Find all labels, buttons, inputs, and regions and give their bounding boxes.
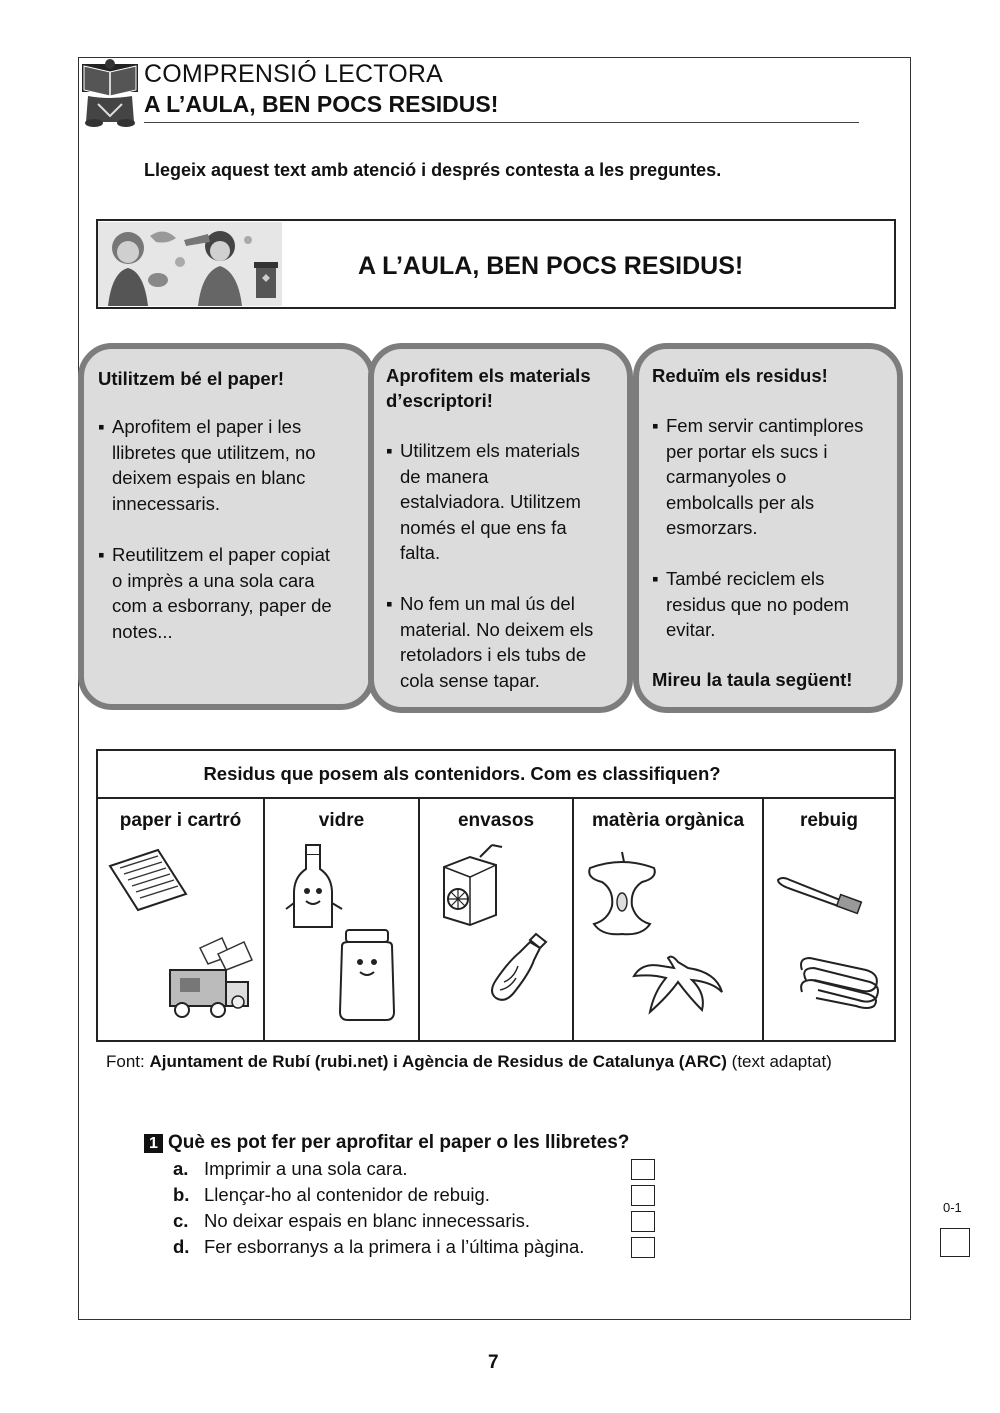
bullet-line: No fem un mal ús del xyxy=(400,593,575,614)
page-number: 7 xyxy=(488,1352,499,1373)
option-text: No deixar espais en blanc innecessaris. xyxy=(204,1210,530,1231)
source-credit xyxy=(106,1052,832,1072)
bullet-line: carmanyoles o xyxy=(666,466,787,487)
banana-peel-icon xyxy=(632,952,724,1020)
bullet-line: Fem servir cantimplores xyxy=(666,415,864,436)
bullet-line: de manera xyxy=(400,465,489,487)
header-divider xyxy=(144,122,859,123)
option-letter: c. xyxy=(173,1210,189,1231)
bullet-line: evitar. xyxy=(666,619,716,640)
column-header-packaging: envasos xyxy=(457,810,535,831)
toothbrush-icon xyxy=(776,874,864,914)
card-2-bullet-2 xyxy=(386,591,626,693)
card-3-closing: Mireu la taula següent! xyxy=(652,669,853,690)
bullet-line: falta. xyxy=(400,542,441,563)
paper-sheet-icon xyxy=(106,848,190,912)
option-b-checkbox[interactable] xyxy=(631,1185,655,1206)
bullet-marker: ▪ xyxy=(386,593,393,614)
bullet-line: deixem espais en blanc xyxy=(112,467,306,488)
source-suffix: (text adaptat) xyxy=(731,1052,832,1071)
option-d-checkbox[interactable] xyxy=(631,1237,655,1258)
plastic-bottle-icon xyxy=(486,930,552,1006)
source-bold: Ajuntament de Rubí (rubi.net) i Agència de Residus de Catalunya (ARC) xyxy=(149,1052,727,1071)
bullet-marker: ▪ xyxy=(652,415,659,436)
column-divider xyxy=(762,797,764,1042)
source-prefix: Font: xyxy=(106,1052,145,1071)
apple-core-icon xyxy=(580,850,664,938)
question-number-badge: 1 xyxy=(144,1134,163,1153)
juice-carton-icon xyxy=(440,843,504,927)
column-divider xyxy=(263,797,265,1042)
bullet-line: llibretes que utilitzem, no xyxy=(112,441,316,463)
card-2-title-line: d’escriptori! xyxy=(386,390,493,411)
bullet-line: com a esborrany, paper de xyxy=(112,595,332,616)
bullet-line: esmorzars. xyxy=(666,517,758,538)
card-2-title xyxy=(386,363,591,413)
option-text: Imprimir a una sola cara. xyxy=(204,1158,408,1179)
cardboard-truck-icon xyxy=(160,936,256,1020)
card-3-bullet-1 xyxy=(652,413,897,541)
bullet-line: per portar els sucs i xyxy=(666,440,828,462)
column-header-general-waste: rebuig xyxy=(799,810,859,831)
bullet-line: o imprès a una sola cara xyxy=(112,569,315,591)
option-letter: b. xyxy=(173,1184,190,1205)
bullet-line: Reutilitzem el paper copiat xyxy=(112,544,330,565)
kids-recycling-illustration-icon xyxy=(98,222,282,306)
section-label: COMPRENSIÓ LECTORA xyxy=(144,60,444,88)
bullet-line: només el que ens fa xyxy=(400,516,567,538)
page-title: A L’AULA, BEN POCS RESIDUS! xyxy=(144,91,499,117)
bullet-line: retoladors i els tubs de xyxy=(400,644,587,665)
option-letter: d. xyxy=(173,1236,190,1257)
card-3-title: Reduïm els residus! xyxy=(652,365,828,386)
option-a-checkbox[interactable] xyxy=(631,1159,655,1180)
card-1-bullet-2 xyxy=(98,542,368,644)
bullet-line: material. No deixem els xyxy=(400,618,594,640)
option-c-checkbox[interactable] xyxy=(631,1211,655,1232)
option-text: Llençar-ho al contenidor de rebuig. xyxy=(204,1184,490,1205)
card-2-title-line: Aprofitem els materials xyxy=(386,365,591,386)
card-1-title: Utilitzem bé el paper! xyxy=(98,368,285,389)
question-text: Què es pot fer per aprofitar el paper o les llibretes? xyxy=(168,1132,630,1153)
bullet-line: residus que no podem xyxy=(666,593,850,615)
article-title: A L’AULA, BEN POCS RESIDUS! xyxy=(358,252,744,280)
table-divider xyxy=(96,797,896,799)
bullet-marker: ▪ xyxy=(98,544,105,565)
score-label: 0-1 xyxy=(943,1200,962,1215)
card-2-bullet-1 xyxy=(386,438,626,566)
glass-jar-icon xyxy=(334,928,400,1022)
bullet-line: estalviadora. Utilitzem xyxy=(400,491,581,512)
bullet-line: innecessaris. xyxy=(112,492,220,514)
bullet-marker: ▪ xyxy=(98,416,105,437)
bullet-line: notes... xyxy=(112,620,173,642)
column-divider xyxy=(418,797,420,1042)
bullet-line: embolcalls per als xyxy=(666,491,815,513)
option-text: Fer esborranys a la primera i a l’última pàgina. xyxy=(204,1236,585,1257)
glass-bottle-icon xyxy=(284,843,346,933)
reading-child-icon xyxy=(80,60,140,128)
card-3-bullet-2 xyxy=(652,566,897,643)
paper-clips-icon xyxy=(796,950,884,1010)
bullet-line: També reciclem els xyxy=(666,568,825,589)
card-use-paper-well xyxy=(78,343,375,710)
bullet-marker: ▪ xyxy=(652,568,659,589)
bullet-line: cola sense tapar. xyxy=(400,669,540,691)
column-header-paper: paper i cartró xyxy=(119,810,242,831)
score-box[interactable] xyxy=(940,1228,970,1257)
card-1-bullet-1 xyxy=(98,414,368,516)
bullet-line: Aprofitem el paper i les xyxy=(112,416,302,437)
bullet-line: Utilitzem els materials xyxy=(400,440,580,461)
option-letter: a. xyxy=(173,1158,189,1179)
column-header-glass: vidre xyxy=(318,810,365,831)
table-title: Residus que posem als contenidors. Com es classifiquen? xyxy=(203,763,721,784)
instructions: Llegeix aquest text amb atenció i després contesta a les preguntes. xyxy=(144,160,722,180)
column-header-organic: matèria orgànica xyxy=(591,810,745,831)
bullet-marker: ▪ xyxy=(386,440,393,461)
column-divider xyxy=(572,797,574,1042)
